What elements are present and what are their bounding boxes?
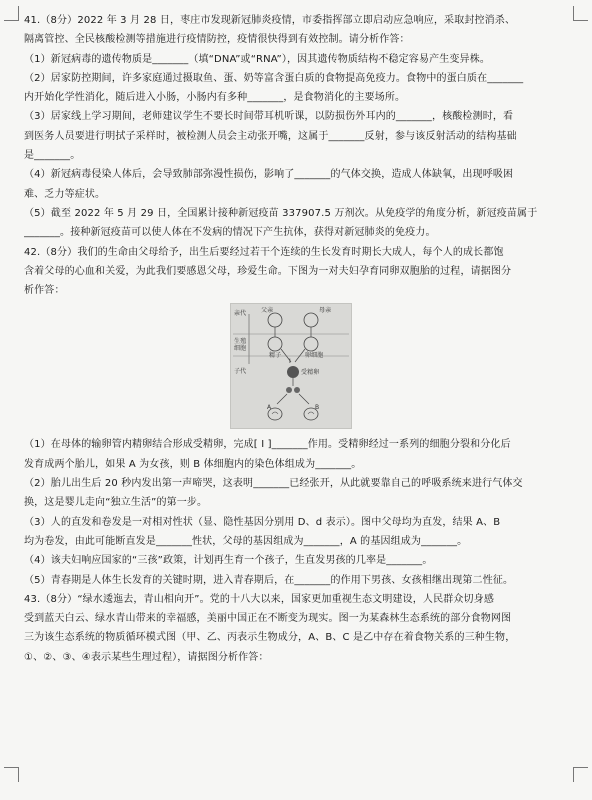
crop-mark-bottom-left (4, 767, 19, 782)
text-line: 发育成两个胎儿，如果 A 为女孩，则 B 体细胞内的染色体组成为_______。 (24, 458, 362, 470)
label-egg: 卵细胞 (305, 352, 324, 360)
twins-diagram (230, 303, 352, 429)
text-line: （3）人的直发和卷发是一对相对性状（显、隐性基因分别用 D、d 表示）。图中父母均为直发，结果 A、B (24, 516, 501, 528)
label-father: 父亲 (261, 307, 274, 315)
text-line: 41.（8分）2022 年 3 月 28 日，枣庄市发现新冠肺炎疫情，市委指挥部立即启动应急响应，采取封控消杀、 (24, 15, 516, 26)
label-gen-child: 子代 (234, 368, 247, 376)
label-cells: 细胞 (234, 345, 247, 353)
crop-mark-bottom-right (573, 767, 588, 782)
text-line: 含着父母的心血和关爱，为此我们要感恩父母，珍爱生命。下图为一对夫妇孕育同卵双胞胎的过程，请据图分 (24, 265, 512, 277)
label-sperm: 精子 (269, 352, 282, 360)
text-line: 42.（8分）我们的生命由父母给予，出生后要经过若干个连续的生长发育时期长大成人，每个人的成长都饱 (24, 246, 504, 258)
mother-cell (304, 313, 318, 327)
text-line: （3）居家线上学习期间，老师建议学生不要长时间带耳机听课，以防损伤外耳内的_______，核酸检测时，看 (24, 111, 514, 123)
text-line: 均为卷发，由此可能断直发是_______性状，父母的基因组成为_______，A 的基因组成为_______。 (24, 535, 468, 547)
text-line: （1）新冠病毒的遗传物质是_______（填“DNA”或“RNA”），因其遗传物质结构不稳定容易产生变异株。 (24, 53, 491, 65)
text-line: （4）新冠病毒侵染人体后，会导致肺部弥漫性损伤，影响了_______的气体交换，造成人体缺氧，出现呼吸困 (24, 169, 514, 181)
label-germ: 生殖 (234, 338, 247, 346)
label-mother: 母亲 (319, 307, 332, 315)
text-line: 析作答： (24, 285, 65, 297)
text-line: 三为该生态系统的物质循环模式图（甲、乙、丙表示生物成分，A、B、C 是乙中存在着食物关系的三种生物， (24, 632, 516, 644)
label-gen-parent: 亲代 (234, 310, 247, 318)
text-line: ①、②、③、④表示某些生理过程），请据图分析作答： (24, 651, 269, 663)
text-line: （2）胎儿出生后 20 秒内发出第一声啼哭，这表明_______已经张开，从此就要靠自己的呼吸系统来进行气体交 (24, 478, 523, 490)
arrow-line (295, 349, 305, 362)
text-line: 换，这是婴儿走向“独立生活”的第一步。 (24, 497, 208, 509)
text-line: （2）居家防控期间，许多家庭通过摄取鱼、蛋、奶等富含蛋白质的食物提高免疫力。食物中的蛋白质在_______ (24, 72, 524, 84)
text-line: （5）青春期是人体生长发育的关键时期，进入青春期后，在_______的作用下男孩、女孩相继出现第二性征。 (24, 574, 514, 586)
text-line: 到医务人员要进行明拭子采样时，被检测人员会主动张开嘴，这属于_______反射，参与该反射活动的结构基础 (24, 130, 517, 142)
figure-container (24, 303, 572, 431)
diagram-graphics (231, 304, 351, 428)
text-line: （1）在母体的输卵管内精卵结合形成受精卵，完成[ I ]_______作用。受精卵经过一系列的细胞分裂和分化后 (24, 439, 511, 451)
text-line: （5）截至 2022 年 5 月 29 日，全国累计接种新冠疫苗 337907.5 万剂次。从免疫学的角度分析，新冠疫苗属于 (24, 207, 538, 219)
cell-division (286, 387, 292, 393)
crop-mark-top-right (573, 6, 588, 21)
label-b: B (315, 404, 320, 412)
label-roman-one: I (289, 358, 291, 366)
father-cell (268, 313, 282, 327)
text-line: 43.（8分）“绿水逶迤去，青山相向开”。党的十八大以来，国家更加重视生态文明建设，人民群众切身感 (24, 593, 494, 605)
sperm-cell (268, 337, 282, 351)
text-line: _______。接种新冠疫苗可以使人体在不发病的情况下产生抗体，获得对新冠肺炎的免疫力。 (24, 227, 436, 239)
text-line: （4）该夫妇响应国家的“三孩”政策，计划再生育一个孩子，生直发男孩的几率是_______。 (24, 555, 433, 567)
text-line: 隔离管控、全民核酸检测等措施进行疫情防控，疫情很快得到有效控制。请分析作答： (24, 34, 410, 46)
label-a: A (267, 404, 272, 412)
text-line: 难、乏力等症状。 (24, 188, 106, 200)
text-line: 是_______。 (24, 150, 81, 162)
text-line: 内开始化学性消化，随后进入小肠，小肠内有多种_______，是食物消化的主要场所。 (24, 92, 406, 104)
embryo-a-figure (272, 412, 278, 414)
egg-cell (304, 337, 318, 351)
zygote-cell (287, 366, 299, 378)
cell-division (294, 387, 300, 393)
crop-mark-top-left (4, 6, 19, 21)
embryo-b-figure (308, 412, 314, 414)
arrow-line (277, 394, 287, 404)
text-line: 受到蓝天白云、绿水青山带来的幸福感，美丽中国正在不断变为现实。图一为某森林生态系统的部分食物网图 (24, 613, 512, 625)
question-text (24, 11, 572, 667)
arrow-line (299, 394, 309, 404)
label-zygote: 受精卵 (301, 369, 320, 377)
